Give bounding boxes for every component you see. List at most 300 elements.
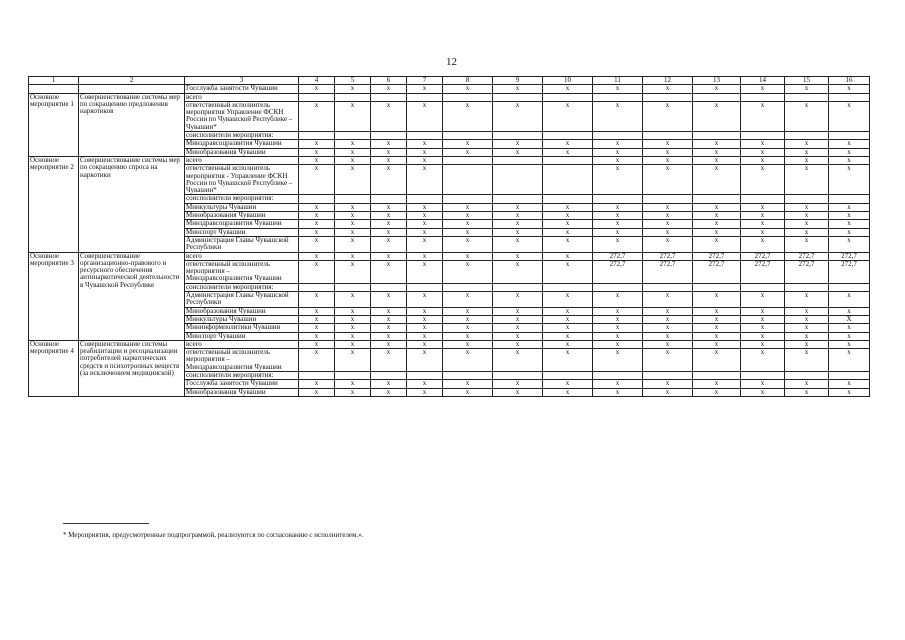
value-cell: x — [335, 252, 371, 260]
value-cell: x — [493, 203, 543, 211]
value-cell — [407, 132, 443, 140]
value-cell: x — [741, 220, 785, 228]
value-cell: x — [829, 340, 870, 348]
value-cell: x — [371, 340, 407, 348]
value-cell: x — [693, 228, 741, 236]
value-cell — [299, 371, 335, 379]
value-cell: x — [785, 380, 829, 388]
value-cell: x — [543, 203, 593, 211]
executor-cell: Минобразования Чувашии — [185, 212, 299, 220]
value-cell: x — [371, 307, 407, 315]
column-number: 6 — [371, 77, 407, 85]
table-row — [29, 156, 870, 164]
value-cell: x — [543, 228, 593, 236]
column-number: 4 — [299, 77, 335, 85]
value-cell: x — [407, 260, 443, 283]
column-number: 5 — [335, 77, 371, 85]
value-cell: x — [335, 260, 371, 283]
value-cell: x — [335, 85, 371, 93]
value-cell: x — [785, 220, 829, 228]
value-cell: x — [371, 349, 407, 372]
value-cell: x — [593, 148, 643, 156]
value-cell: x — [693, 101, 741, 131]
value-cell: x — [829, 228, 870, 236]
value-cell: x — [829, 140, 870, 148]
value-cell: x — [543, 388, 593, 396]
value-cell: x — [643, 324, 693, 332]
value-cell — [407, 93, 443, 101]
value-cell: x — [543, 101, 593, 131]
value-cell: x — [829, 324, 870, 332]
executor-cell: ответственный исполнитель мероприятия Управление ФСКН России по Чувашской Республике – Чувашии* — [185, 101, 299, 131]
column-number: 13 — [693, 77, 741, 85]
value-cell — [543, 132, 593, 140]
value-cell: x — [299, 292, 335, 308]
value-cell: x — [593, 307, 643, 315]
value-cell: x — [335, 140, 371, 148]
value-cell: x — [741, 324, 785, 332]
column-number: 7 — [407, 77, 443, 85]
value-cell: x — [693, 388, 741, 396]
executor-cell: Госслужба занятости Чувашии — [185, 380, 299, 388]
value-cell: 272,7 — [741, 252, 785, 260]
value-cell — [741, 132, 785, 140]
value-cell: x — [443, 349, 493, 372]
value-cell — [335, 195, 371, 203]
value-cell: x — [593, 203, 643, 211]
value-cell — [371, 283, 407, 291]
value-cell: x — [741, 156, 785, 164]
value-cell: x — [593, 315, 643, 323]
event-title: Совершенствование системы мер по сокращению спроса на наркотики — [79, 156, 185, 252]
executor-cell: Минобразования Чувашии — [185, 307, 299, 315]
value-cell: x — [785, 324, 829, 332]
value-cell: x — [371, 315, 407, 323]
value-cell: x — [741, 380, 785, 388]
value-cell: x — [829, 388, 870, 396]
event-title: Совершенствование системы мер по сокращению предложения наркотиков — [79, 93, 185, 156]
column-number: 14 — [741, 77, 785, 85]
value-cell: x — [829, 380, 870, 388]
value-cell: x — [593, 388, 643, 396]
value-cell: x — [741, 236, 785, 252]
executor-cell: Госслужба занятости Чувашии — [185, 85, 299, 93]
value-cell: x — [443, 340, 493, 348]
value-cell — [643, 93, 693, 101]
value-cell: X — [829, 315, 870, 323]
value-cell: x — [785, 140, 829, 148]
value-cell: x — [543, 307, 593, 315]
value-cell: x — [407, 228, 443, 236]
value-cell: x — [829, 203, 870, 211]
value-cell: x — [543, 140, 593, 148]
executor-cell: Администрация Главы Чувашской Республики — [185, 292, 299, 308]
value-cell: x — [371, 236, 407, 252]
value-cell: x — [407, 236, 443, 252]
value-cell — [593, 195, 643, 203]
value-cell: x — [693, 203, 741, 211]
value-cell — [829, 371, 870, 379]
value-cell — [443, 283, 493, 291]
value-cell: x — [741, 148, 785, 156]
event-label — [29, 85, 79, 93]
value-cell: x — [299, 307, 335, 315]
value-cell — [493, 195, 543, 203]
header-row — [29, 77, 870, 85]
value-cell — [493, 156, 543, 164]
executor-cell: всего — [185, 252, 299, 260]
value-cell: x — [741, 140, 785, 148]
value-cell: x — [693, 307, 741, 315]
value-cell: x — [299, 148, 335, 156]
value-cell: x — [829, 332, 870, 340]
value-cell: x — [493, 260, 543, 283]
value-cell: x — [829, 85, 870, 93]
value-cell: x — [741, 85, 785, 93]
value-cell: x — [643, 220, 693, 228]
table-row — [29, 340, 870, 348]
value-cell: x — [785, 307, 829, 315]
value-cell: x — [829, 101, 870, 131]
value-cell — [785, 132, 829, 140]
value-cell: x — [371, 203, 407, 211]
value-cell — [443, 132, 493, 140]
value-cell: x — [693, 156, 741, 164]
value-cell: x — [543, 349, 593, 372]
value-cell — [593, 371, 643, 379]
value-cell: x — [371, 292, 407, 308]
column-number: 3 — [185, 77, 299, 85]
value-cell — [335, 283, 371, 291]
value-cell — [643, 283, 693, 291]
value-cell: x — [335, 203, 371, 211]
value-cell: 272,7 — [643, 252, 693, 260]
value-cell: x — [593, 292, 643, 308]
value-cell — [443, 165, 493, 195]
value-cell — [741, 195, 785, 203]
value-cell: x — [643, 140, 693, 148]
value-cell — [493, 165, 543, 195]
value-cell: x — [335, 292, 371, 308]
value-cell: x — [593, 228, 643, 236]
executor-cell: всего — [185, 93, 299, 101]
value-cell: x — [493, 307, 543, 315]
executor-cell: Минобразования Чувашии — [185, 148, 299, 156]
value-cell — [443, 371, 493, 379]
value-cell — [643, 132, 693, 140]
table-row — [29, 93, 870, 101]
value-cell: x — [643, 236, 693, 252]
event-label: Основное мероприятие 1 — [29, 93, 79, 156]
value-cell: x — [335, 388, 371, 396]
value-cell: x — [543, 324, 593, 332]
value-cell — [371, 93, 407, 101]
value-cell: x — [443, 85, 493, 93]
value-cell — [693, 132, 741, 140]
value-cell: x — [643, 388, 693, 396]
column-number: 1 — [29, 77, 79, 85]
value-cell: x — [543, 380, 593, 388]
value-cell: x — [829, 292, 870, 308]
value-cell: x — [443, 148, 493, 156]
value-cell: x — [335, 315, 371, 323]
value-cell: x — [543, 252, 593, 260]
value-cell: x — [335, 148, 371, 156]
column-number: 8 — [443, 77, 493, 85]
value-cell: x — [785, 203, 829, 211]
value-cell: x — [643, 101, 693, 131]
event-title — [79, 85, 185, 93]
value-cell: x — [443, 203, 493, 211]
value-cell — [299, 132, 335, 140]
value-cell: x — [493, 140, 543, 148]
value-cell: x — [299, 220, 335, 228]
value-cell: x — [493, 148, 543, 156]
value-cell: x — [543, 340, 593, 348]
value-cell — [371, 371, 407, 379]
event-title: Совершенствование организационно-правового и ресурсного обеспечения антинаркотической деятельности в Чувашской Республике — [79, 252, 185, 340]
value-cell: x — [593, 380, 643, 388]
column-number: 2 — [79, 77, 185, 85]
footnote-rule — [63, 523, 149, 524]
value-cell: x — [407, 340, 443, 348]
value-cell: x — [371, 156, 407, 164]
value-cell: x — [371, 252, 407, 260]
value-cell: x — [593, 340, 643, 348]
value-cell: x — [493, 212, 543, 220]
value-cell — [543, 195, 593, 203]
value-cell: x — [741, 332, 785, 340]
value-cell: x — [643, 307, 693, 315]
value-cell — [543, 371, 593, 379]
value-cell: x — [785, 315, 829, 323]
value-cell: x — [693, 165, 741, 195]
value-cell — [693, 195, 741, 203]
value-cell — [493, 93, 543, 101]
value-cell: x — [443, 220, 493, 228]
value-cell: x — [693, 380, 741, 388]
executor-cell: Минспорт Чувашии — [185, 332, 299, 340]
value-cell: x — [299, 85, 335, 93]
value-cell: x — [443, 140, 493, 148]
value-cell: x — [593, 220, 643, 228]
value-cell: x — [299, 324, 335, 332]
value-cell: x — [407, 148, 443, 156]
value-cell: x — [693, 349, 741, 372]
value-cell: x — [335, 324, 371, 332]
value-cell — [407, 283, 443, 291]
value-cell: x — [543, 260, 593, 283]
value-cell: x — [543, 292, 593, 308]
value-cell: 272,7 — [785, 252, 829, 260]
value-cell: x — [741, 388, 785, 396]
value-cell: x — [371, 332, 407, 340]
executor-cell: соисполнители мероприятия: — [185, 371, 299, 379]
executor-cell: Минкультуры Чувашии — [185, 203, 299, 211]
value-cell: x — [693, 212, 741, 220]
value-cell: 272,7 — [829, 260, 870, 283]
value-cell: x — [493, 380, 543, 388]
value-cell — [643, 195, 693, 203]
executor-cell: Мининформполитики Чувашии — [185, 324, 299, 332]
value-cell: x — [443, 324, 493, 332]
value-cell — [593, 283, 643, 291]
executor-cell: Минздравсоцразвития Чувашии — [185, 140, 299, 148]
column-number: 9 — [493, 77, 543, 85]
value-cell: x — [299, 228, 335, 236]
value-cell — [443, 195, 493, 203]
value-cell: x — [371, 101, 407, 131]
value-cell: x — [693, 85, 741, 93]
value-cell: x — [299, 252, 335, 260]
value-cell: x — [785, 292, 829, 308]
value-cell — [829, 283, 870, 291]
value-cell: x — [643, 148, 693, 156]
value-cell: x — [493, 332, 543, 340]
value-cell: x — [785, 165, 829, 195]
executor-cell: Минкультуры Чувашии — [185, 315, 299, 323]
value-cell: x — [829, 156, 870, 164]
value-cell: x — [371, 220, 407, 228]
value-cell: x — [785, 340, 829, 348]
value-cell — [407, 195, 443, 203]
value-cell — [741, 93, 785, 101]
executor-cell: соисполнители мероприятия: — [185, 132, 299, 140]
value-cell: x — [335, 349, 371, 372]
value-cell: x — [493, 315, 543, 323]
value-cell: x — [741, 212, 785, 220]
value-cell — [299, 93, 335, 101]
value-cell: x — [643, 85, 693, 93]
value-cell: x — [493, 252, 543, 260]
value-cell — [593, 93, 643, 101]
event-label: Основное мероприятие 4 — [29, 340, 79, 396]
value-cell: x — [643, 156, 693, 164]
executor-cell: ответственный исполнитель мероприятия - Управление ФСКН России по Чувашской Республике – Чувашии* — [185, 165, 299, 195]
value-cell: x — [335, 212, 371, 220]
value-cell: 272,7 — [643, 260, 693, 283]
value-cell: x — [741, 307, 785, 315]
value-cell: x — [785, 236, 829, 252]
value-cell: x — [593, 212, 643, 220]
executor-cell: ответственный исполнитель мероприятия – Минздравсоцразвития Чувашии — [185, 260, 299, 283]
value-cell: x — [443, 292, 493, 308]
value-cell: x — [543, 332, 593, 340]
value-cell: x — [643, 340, 693, 348]
value-cell: x — [493, 388, 543, 396]
value-cell: x — [693, 340, 741, 348]
value-cell: x — [407, 165, 443, 195]
value-cell — [443, 93, 493, 101]
value-cell: x — [785, 101, 829, 131]
value-cell: x — [693, 220, 741, 228]
value-cell: x — [829, 148, 870, 156]
value-cell: x — [299, 165, 335, 195]
value-cell: x — [371, 324, 407, 332]
value-cell — [829, 93, 870, 101]
value-cell — [829, 132, 870, 140]
value-cell — [335, 371, 371, 379]
value-cell: x — [741, 203, 785, 211]
value-cell: x — [443, 388, 493, 396]
value-cell: 272,7 — [593, 252, 643, 260]
value-cell — [829, 195, 870, 203]
value-cell: 272,7 — [593, 260, 643, 283]
value-cell: x — [785, 212, 829, 220]
value-cell: x — [443, 307, 493, 315]
value-cell: x — [407, 156, 443, 164]
value-cell: x — [299, 388, 335, 396]
value-cell: x — [543, 220, 593, 228]
value-cell: x — [407, 349, 443, 372]
value-cell: x — [371, 260, 407, 283]
value-cell — [643, 371, 693, 379]
value-cell — [443, 156, 493, 164]
value-cell: x — [407, 101, 443, 131]
value-cell: x — [335, 101, 371, 131]
value-cell: x — [371, 140, 407, 148]
value-cell: x — [335, 228, 371, 236]
executor-cell: ответственный исполнитель мероприятия – Минздравсоцразвития Чувашии — [185, 349, 299, 372]
value-cell: x — [443, 252, 493, 260]
value-cell — [543, 283, 593, 291]
value-cell: x — [443, 260, 493, 283]
value-cell: x — [785, 388, 829, 396]
value-cell: x — [493, 349, 543, 372]
value-cell: x — [785, 148, 829, 156]
executor-cell: Минспорт Чувашии — [185, 228, 299, 236]
value-cell: 272,7 — [693, 260, 741, 283]
value-cell: x — [643, 315, 693, 323]
value-cell — [593, 132, 643, 140]
value-cell: x — [493, 236, 543, 252]
value-cell: x — [335, 236, 371, 252]
value-cell: x — [741, 349, 785, 372]
value-cell: x — [785, 85, 829, 93]
value-cell: x — [407, 380, 443, 388]
value-cell: x — [643, 380, 693, 388]
value-cell: x — [693, 315, 741, 323]
value-cell: x — [299, 332, 335, 340]
value-cell: x — [741, 165, 785, 195]
value-cell — [371, 195, 407, 203]
value-cell: x — [785, 228, 829, 236]
value-cell: x — [299, 380, 335, 388]
value-cell: x — [335, 165, 371, 195]
executor-cell: соисполнители мероприятия: — [185, 283, 299, 291]
value-cell: x — [335, 156, 371, 164]
value-cell: x — [643, 292, 693, 308]
value-cell — [493, 371, 543, 379]
value-cell: 272,7 — [693, 252, 741, 260]
value-cell — [785, 93, 829, 101]
value-cell: x — [407, 388, 443, 396]
table-row — [29, 252, 870, 260]
value-cell — [543, 93, 593, 101]
value-cell: x — [371, 388, 407, 396]
column-number: 16 — [829, 77, 870, 85]
value-cell: x — [335, 307, 371, 315]
value-cell: x — [693, 292, 741, 308]
value-cell: x — [407, 212, 443, 220]
value-cell: x — [543, 148, 593, 156]
executor-cell: Администрация Главы Чувашской Республики — [185, 236, 299, 252]
value-cell: x — [407, 252, 443, 260]
column-number: 11 — [593, 77, 643, 85]
column-number: 12 — [643, 77, 693, 85]
value-cell: x — [443, 228, 493, 236]
value-cell: x — [741, 101, 785, 131]
